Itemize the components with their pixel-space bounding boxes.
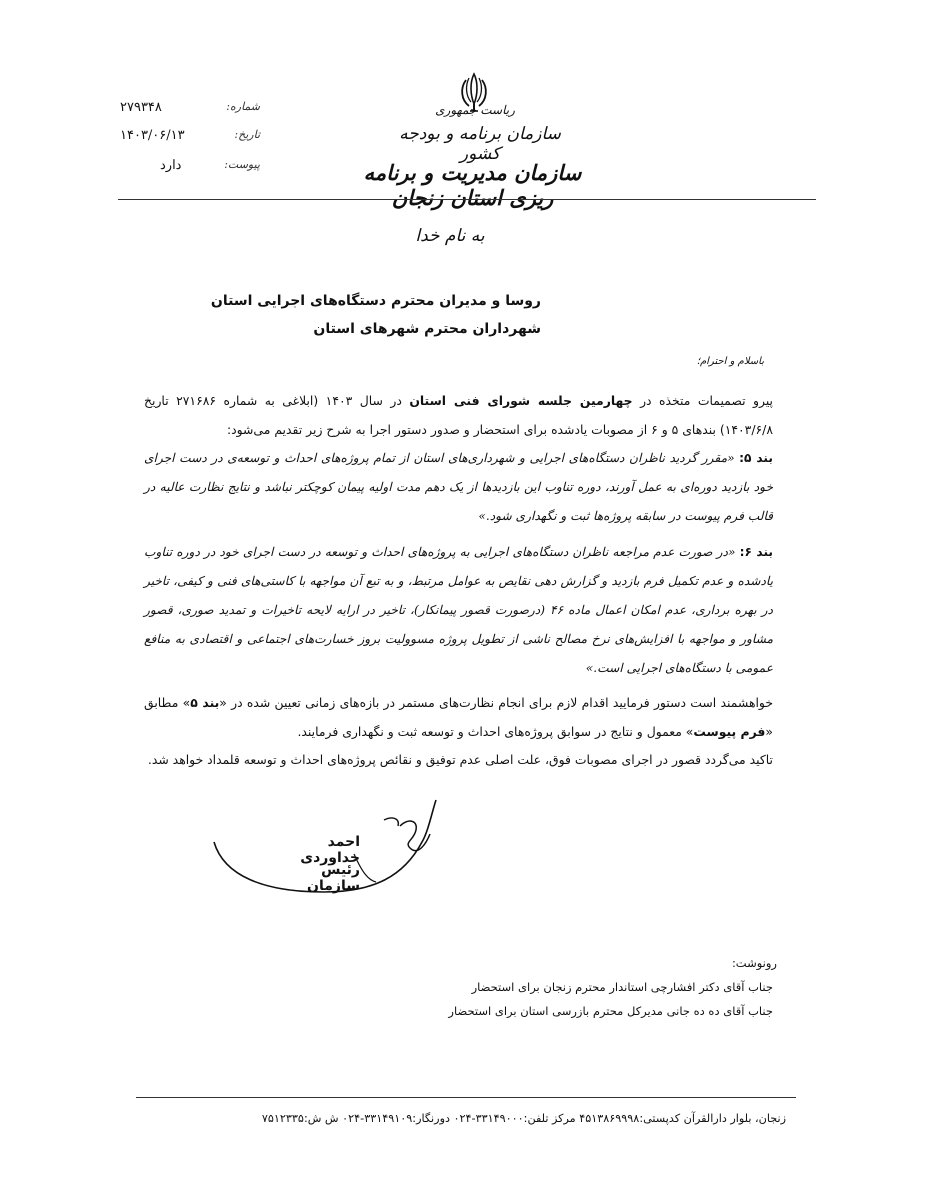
cc-title: رونوشت: [731,956,777,970]
number-label: شماره: [226,100,260,113]
cc-line-2: جناب آقای ده ده جانی مدیرکل محترم بازرسی استان برای استحضار [448,1004,773,1018]
request-text-a: خواهشمند است دستور فرمایید اقدام لازم برای انجام نظارت‌های مستمر در بازه‌های زمانی تعیین شده در « [219,695,773,710]
letter-attachment [120,158,260,180]
number-value: ۲۷۹۳۴۸ [120,100,162,115]
footer-address: زنجان، بلوار دارالقرآن کدپستی:۴۵۱۳۸۶۹۹۹۸ مرکز تلفن:۳۳۱۴۹۰۰۰-۰۲۴ دورنگار:۳۳۱۴۹۱۰۹-۰۲۴ ش ش:۷۵۱۲۳۳۵ [261,1112,786,1125]
signatory-title: رئیس سازمان [307,862,360,894]
intro-bold: چهارمین جلسه شورای فنی استان [409,393,633,408]
request-bold-clause: بند ۵ [190,695,220,710]
request-bold-form: فرم پیوست [693,724,766,739]
bismillah: به نام خدا [415,226,485,246]
clause-6-label: بند ۶: [739,545,773,559]
footer-divider [136,1097,796,1098]
org-line-zanjan: سازمان مدیریت و برنامه ریزی استان زنجان [363,160,582,210]
intro-paragraph [144,386,773,444]
letter-date [120,128,260,150]
cc-line-1: جناب آقای دکتر افشارچی استاندار محترم زنجان برای استحضار [471,980,773,994]
letter-number [120,100,260,122]
emphasis-paragraph: تاکید می‌گردد قصور در اجرای مصوبات فوق، علت اصلی عدم توفیق و نقائص پروژه‌های احداث و توسعه قلمداد خواهد شد. [147,752,773,767]
attachment-value: دارد [160,158,182,173]
request-text-c: » معمول و نتایج در سوابق پروژه‌های احداث و توسعه ثبت و نگهداری فرمایند. [297,724,694,739]
intro-text-b: در سال ۱۴۰۳ (ابلاغی به شماره ۲۷۱۶۸۶ تاریخ ۱۴۰۳/۶/۸) بندهای ۵ و ۶ از مصوبات یادشده برای استحضار و صدور دستور اجرا به شرح زیر تقدیم می‌شود: [144,393,773,437]
org-line-presidency: ریاست جمهوری [435,103,515,117]
clause-5-text: «مقرر گردید ناظران دستگاه‌های اجرایی و شهرداری‌های استان از تمام پروژه‌های احداث و توسعه‌ی در دست اجرای خود بازدید دوره‌ای به عمل آورند، دوره تناوب این بازدیدها از یک دهم مدت اولیه پیمان کوچکتر نباشد و نتایج نظارت عالیه در قالب فرم پیوست در سابقه پروژه‌ها ثبت و نگهداری شود.» [144,451,773,523]
clause-6 [144,538,773,683]
clause-5 [144,444,773,531]
request-text-b: » مطابق « [144,695,773,739]
clause-5-label: بند ۵: [739,451,773,465]
org-line-budget: سازمان برنامه و بودجه کشور [399,124,561,164]
signatory-name: احمد خداوردی [300,834,360,866]
request-paragraph [144,688,773,746]
date-value: ۱۴۰۳/۰۶/۱۳ [120,128,185,143]
attachment-label: پیوست: [224,158,260,171]
header-divider [118,199,816,200]
intro-text-a: پیرو تصمیمات متخذه در [632,393,774,408]
addressee-1: روسا و مدیران محترم دستگاه‌های اجرایی استان [210,293,541,309]
salutation: باسلام و احترام؛ [696,356,764,367]
clause-6-text: «در صورت عدم مراجعه ناظران دستگاه‌های اجرایی به پروژه‌های احداث و توسعه در دست اجرای خود در دوره تناوب یادشده و عدم تکمیل فرم بازدید و گزارش دهی نقایص به عوامل مرتبط، و به تبع آن مواجهه با کاستی‌های فنی و کیفی، تاخیر در بهره برداری، عدم امکان اعمال ماده ۴۶ (درصورت قصور پیمانکار)، تاخیر در ارایه لایحه تاخیرات و تمدید صوری، قصور مشاور و مواجهه با افزایش‌های نرخ مصالح ناشی از تطویل پروژه مسوولیت بروز خسارت‌های اجتماعی و اقتصادی به منافع عمومی با دستگاه‌های اجرایی است.» [144,545,773,675]
date-label: تاریخ: [234,128,260,141]
addressee-2: شهرداران محترم شهرهای استان [313,321,541,337]
